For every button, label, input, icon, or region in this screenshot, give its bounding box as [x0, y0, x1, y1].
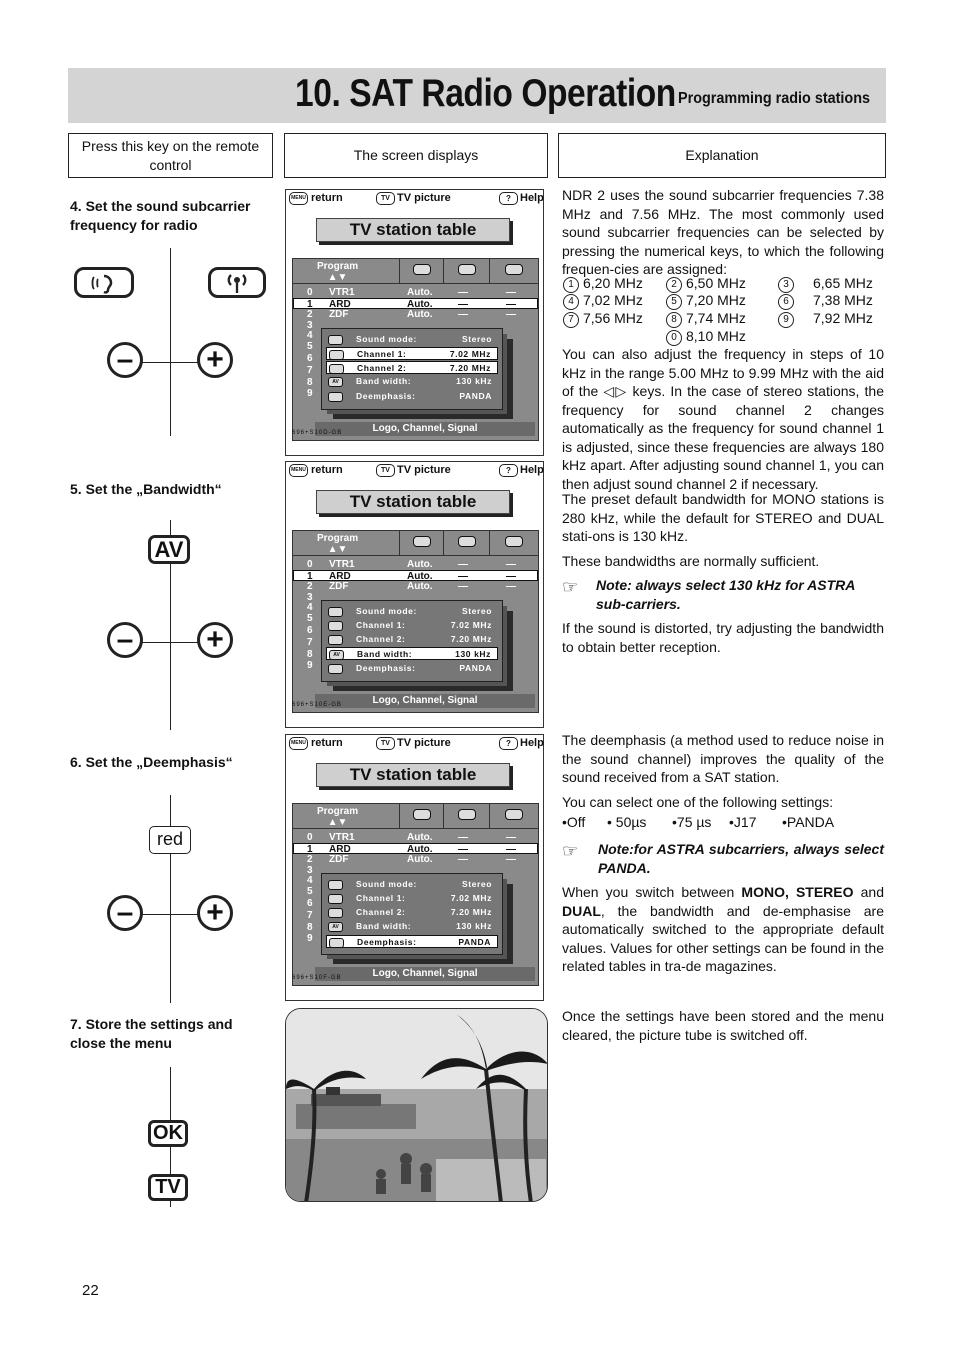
tv-key-icon: TV [376, 737, 395, 750]
return-label: return [311, 737, 343, 749]
sound-row: Channel 1: 7.02 MHz [326, 892, 498, 905]
station-row-selected: 1 ARD Auto. — — [293, 298, 538, 309]
program-arrows: ▲▼ [327, 272, 348, 283]
plus-key-button[interactable]: + [197, 895, 233, 931]
program-header: Program [317, 806, 359, 817]
sound-row-selected: Channel 1: 7.02 MHz [326, 347, 498, 360]
minus-key-button[interactable]: – [107, 342, 143, 378]
program-number: 7 [307, 365, 313, 376]
setting-option: •Off [562, 814, 586, 830]
program-arrows: ▲▼ [327, 817, 348, 828]
screen-status-bar [286, 190, 545, 206]
plus-key-button[interactable]: + [197, 342, 233, 378]
screen-footer: Logo, Channel, Signal [315, 422, 535, 436]
pointing-hand-icon: ☞ [562, 841, 579, 861]
station-table-panel [292, 803, 539, 986]
screen-status-bar [286, 735, 545, 751]
program-number: 6 [307, 898, 313, 909]
station-row-selected: 1 ARD Auto. — — [293, 843, 538, 854]
program-number: 9 [307, 933, 313, 944]
program-header: Program [317, 533, 359, 544]
program-number: 5 [307, 613, 313, 624]
stereo-icon [413, 264, 431, 275]
tv-picture-label: TV picture [397, 737, 451, 749]
step-7-label: 7. Store the settings and close the menu [70, 1016, 233, 1051]
help-key-icon: ? [499, 464, 518, 477]
program-number: 4 [307, 602, 313, 613]
step-6-explanation [562, 731, 884, 787]
sound-row: Channel 1: 7.02 MHz [326, 619, 498, 632]
sound-row: Sound mode: Stereo [326, 878, 498, 891]
step-5-explanation [562, 490, 884, 546]
explanation-paragraph: You can select one of the following settings: [562, 794, 834, 810]
sound-row: Sound mode: Stereo [326, 333, 498, 346]
page-subtitle: Programming radio stations [678, 90, 871, 107]
program-number: 8 [307, 377, 313, 388]
station-row-selected: 1 ARD Auto. — — [293, 570, 538, 581]
explanation-paragraph: These bandwidths are normally sufficient. [562, 553, 820, 569]
minus-key-button[interactable]: – [107, 895, 143, 931]
help-key-icon: ? [499, 737, 518, 750]
sound-row-selected: AV Band width: 130 kHz [326, 647, 498, 660]
column-header-screen: The screen displays [284, 133, 548, 178]
page-number: 22 [82, 1282, 99, 1299]
program-number: 5 [307, 886, 313, 897]
frequency-item: 2 6,50 MHz [666, 275, 746, 293]
program-arrows: ▲▼ [327, 544, 348, 555]
radio-key-button[interactable] [208, 267, 266, 298]
step-7-explanation [562, 1007, 884, 1044]
station-row: 2 ZDF Auto. — — [307, 581, 516, 592]
sound-row: Sound mode: Stereo [326, 605, 498, 618]
sound-icon [458, 264, 476, 275]
stereo-icon [413, 809, 431, 820]
frequency-item: 6 7,38 MHz [778, 292, 873, 310]
sound-row: Channel 2: 7.20 MHz [326, 633, 498, 646]
program-number: 3 [307, 865, 313, 876]
column-header-explanation: Explanation [558, 133, 886, 178]
screen-status-bar [286, 462, 545, 478]
station-row: 0 VTR1 Auto. — — [307, 559, 516, 570]
setting-option: •PANDA [782, 814, 835, 830]
station-table-panel [292, 530, 539, 713]
sound-settings-box [321, 600, 503, 682]
frequency-item: 3 6,65 MHz [778, 275, 873, 293]
help-label: Help [520, 192, 544, 204]
station-row: 2 ZDF Auto. — — [307, 309, 516, 320]
frequency-item: 7 7,56 MHz [563, 310, 643, 328]
help-label: Help [520, 464, 544, 476]
program-number: 9 [307, 388, 313, 399]
setting-option: •J17 [729, 814, 757, 830]
radio-icon [222, 271, 252, 295]
help-label: Help [520, 737, 544, 749]
explanation-paragraph: The deemphasis (a method used to reduce noise in the sound channel) improves the quality of the sound received from a SAT station. [562, 732, 884, 785]
program-number: 6 [307, 353, 313, 364]
sound-settings-box [321, 328, 503, 410]
frequency-item: 1 6,20 MHz [563, 275, 643, 293]
plus-key-button[interactable]: + [197, 622, 233, 658]
step-5-explanation-3 [562, 619, 884, 656]
station-row: 0 VTR1 Auto. — — [307, 287, 516, 298]
radio-icon [505, 536, 523, 547]
av-key-button[interactable]: AV [148, 535, 190, 564]
sound-row: Deemphasis: PANDA [326, 390, 498, 403]
step-6-explanation-2 [562, 793, 884, 812]
red-key-button[interactable]: red [149, 826, 191, 854]
sound-row-selected: Deemphasis: PANDA [326, 935, 498, 948]
step-6-label: 6. Set the „Deemphasis“ [70, 754, 233, 770]
radio-icon [505, 264, 523, 275]
step-5-explanation-2 [562, 552, 884, 571]
step-4-label: 4. Set the sound subcarrier frequency for radio [70, 198, 251, 233]
explanation-paragraph: NDR 2 uses the sound subcarrier frequencies 7.38 MHz and 7.56 MHz. The most commonly used sound subcarrier frequencies can be selected by pressing the numerical keys, to which the following frequen-cies are assigned: [562, 187, 884, 277]
setting-option: •75 µs [672, 814, 712, 830]
frequency-item: 4 7,02 MHz [563, 292, 643, 310]
program-number: 3 [307, 320, 313, 331]
explanation-paragraph: You can also adjust the frequency in steps of 10 kHz in the range 5.00 MHz to 9.99 MHz with the aid of the ◁▷ keys. In the case of stereo stations, the frequency for sound channel 2 changes automatically as the frequency for sound channel 1 is adjusted, since these frequencies are always 180 kHz apart. After adjusting sound channel 1, you can then adjust sound channel 2 if necessary. [562, 346, 884, 492]
page-title: 10. SAT Radio Operation [295, 72, 676, 115]
tv-key-icon: TV [376, 464, 395, 477]
tv-screen-1 [285, 189, 544, 456]
step-5-label: 5. Set the „Bandwidth“ [70, 481, 222, 497]
explanation-paragraph: If the sound is distorted, try adjusting the bandwidth to obtain better reception. [562, 620, 884, 655]
ear-icon [86, 272, 122, 294]
pointing-hand-icon: ☞ [562, 577, 579, 597]
menu-key-icon: MENU [289, 737, 308, 750]
tv-picture-photo [285, 1008, 548, 1202]
column-header-key: Press this key on the remote control [68, 133, 273, 178]
help-key-icon: ? [499, 192, 518, 205]
ok-key-button[interactable]: OK [148, 1120, 188, 1147]
sound-row-selected: Channel 2: 7.20 MHz [326, 361, 498, 374]
tv-key-icon: TV [376, 192, 395, 205]
key-connector-line [170, 248, 171, 436]
tv-screen-3 [285, 734, 544, 1001]
return-label: return [311, 464, 343, 476]
program-number: 5 [307, 341, 313, 352]
step-4-explanation [562, 186, 884, 279]
screen-footer: Logo, Channel, Signal [315, 967, 535, 981]
minus-key-button[interactable]: – [107, 622, 143, 658]
sound-row: Deemphasis: PANDA [326, 662, 498, 675]
beach-scene-image [286, 1009, 548, 1202]
frequency-item: 8 7,74 MHz [666, 310, 746, 328]
station-row: 2 ZDF Auto. — — [307, 854, 516, 865]
frequency-item: 5 7,20 MHz [666, 292, 746, 310]
sound-row: AV Band width: 130 kHz [326, 375, 498, 388]
step-5-note: Note: always select 130 kHz for ASTRA sub-carriers. [596, 577, 855, 612]
frequency-item: 9 7,92 MHz [778, 310, 873, 328]
sound-row: Channel 2: 7.20 MHz [326, 906, 498, 919]
program-number: 4 [307, 875, 313, 886]
screen-code: 696+S10D-GB [292, 430, 343, 436]
program-header: Program [317, 261, 359, 272]
program-number: 8 [307, 649, 313, 660]
explanation-paragraph: The preset default bandwidth for MONO stations is 280 kHz, while the default for STEREO and DUAL stati-ons is 130 kHz. [562, 491, 884, 544]
station-table-panel [292, 258, 539, 441]
menu-key-icon: MENU [289, 464, 308, 477]
tv-picture-label: TV picture [397, 192, 451, 204]
tv-screen-2 [285, 461, 544, 728]
stereo-icon [413, 536, 431, 547]
tv-key-button[interactable]: TV [148, 1174, 188, 1201]
setting-option: • 50µs [607, 814, 647, 830]
program-number: 7 [307, 637, 313, 648]
program-number: 9 [307, 660, 313, 671]
program-number: 4 [307, 330, 313, 341]
station-table-title: TV station table [316, 763, 510, 787]
return-label: return [311, 192, 343, 204]
explanation-paragraph: Once the settings have been stored and the menu cleared, the picture tube is switched off. [562, 1008, 884, 1043]
station-table-title: TV station table [316, 218, 510, 242]
menu-key-icon: MENU [289, 192, 308, 205]
station-row: 0 VTR1 Auto. — — [307, 832, 516, 843]
sound-icon [458, 536, 476, 547]
step-6-explanation-3 [562, 883, 884, 976]
station-table-title: TV station table [316, 490, 510, 514]
sound-settings-box [321, 873, 503, 955]
frequency-item: 0 8,10 MHz [666, 328, 746, 346]
program-number: 6 [307, 625, 313, 636]
step-6-note: Note:for ASTRA subcarriers, always select PANDA. [598, 841, 884, 876]
program-number: 8 [307, 922, 313, 933]
sound-icon [458, 809, 476, 820]
sound-key-button[interactable] [74, 267, 134, 298]
screen-code: 696+S10E-GB [292, 702, 342, 708]
step-4-explanation-2 [562, 345, 884, 493]
program-number: 7 [307, 910, 313, 921]
screen-footer: Logo, Channel, Signal [315, 694, 535, 708]
screen-code: 696+S10F-GB [292, 975, 342, 981]
program-number: 3 [307, 592, 313, 603]
tv-picture-label: TV picture [397, 464, 451, 476]
sound-row: AV Band width: 130 kHz [326, 920, 498, 933]
explanation-paragraph: When you switch between MONO, STEREO and DUAL, the bandwidth and de-emphasise are automatically switched to the appropriate default values. Values for other settings can be found in the related tables in tra-de magazines. [562, 884, 884, 974]
radio-icon [505, 809, 523, 820]
